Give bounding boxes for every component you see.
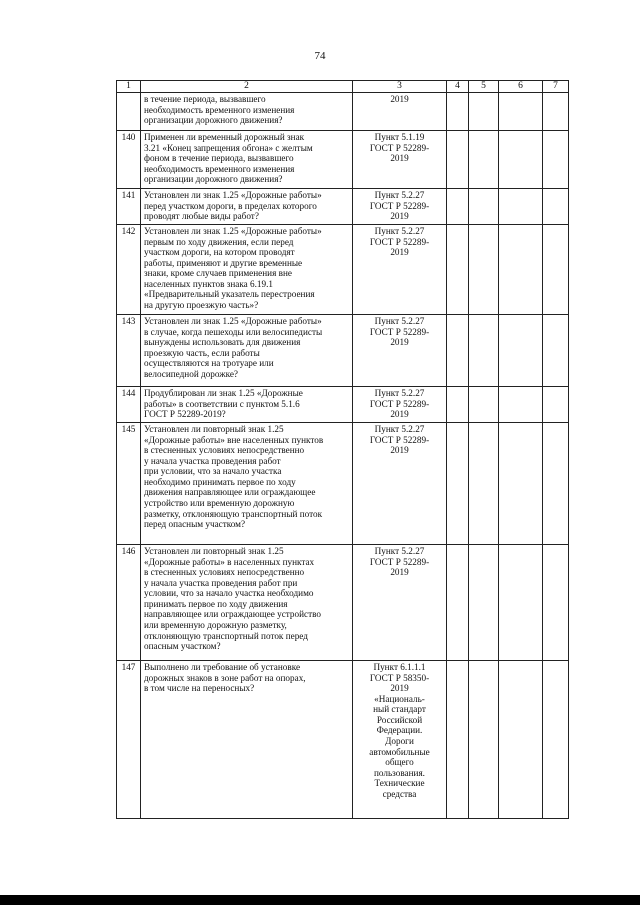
reference-cell: Пункт 5.2.27 ГОСТ Р 52289- 2019 <box>353 315 447 387</box>
empty-cell-col-6 <box>499 189 543 225</box>
row-number <box>117 93 141 131</box>
empty-cell-col-5 <box>469 661 499 819</box>
column-header: 5 <box>469 81 499 93</box>
row-number: 143 <box>117 315 141 387</box>
empty-cell-col-4 <box>447 423 469 545</box>
reference-cell: Пункт 5.2.27 ГОСТ Р 52289- 2019 <box>353 423 447 545</box>
question-cell: Применен ли временный дорожный знак 3.21 «Конец запрещения обгона» с желтым фоном в течение периода, вызвавшего необходимость временного изменения организации дорожного движения? <box>141 131 353 189</box>
row-number: 147 <box>117 661 141 819</box>
empty-cell-col-7 <box>543 545 569 661</box>
table-row <box>117 189 569 225</box>
scan-edge <box>0 895 640 905</box>
empty-cell-col-7 <box>543 315 569 387</box>
question-cell: Установлен ли знак 1.25 «Дорожные работы» в случае, когда пешеходы или велосипедисты вынуждены использовать для движения проезжую часть, если работы осуществляются на тротуаре или велосипедной дорожке? <box>141 315 353 387</box>
empty-cell-col-4 <box>447 189 469 225</box>
checklist-table <box>116 80 569 819</box>
table-row <box>117 315 569 387</box>
empty-cell-col-4 <box>447 315 469 387</box>
reference-cell: Пункт 5.2.27 ГОСТ Р 52289- 2019 <box>353 189 447 225</box>
reference-cell: Пункт 5.1.19 ГОСТ Р 52289- 2019 <box>353 131 447 189</box>
reference-cell: Пункт 5.2.27 ГОСТ Р 52289- 2019 <box>353 387 447 423</box>
column-header: 1 <box>117 81 141 93</box>
page-number: 74 <box>314 50 326 62</box>
reference-cell: 2019 <box>353 93 447 131</box>
empty-cell-col-7 <box>543 661 569 819</box>
row-number: 141 <box>117 189 141 225</box>
empty-cell-col-6 <box>499 545 543 661</box>
row-number: 146 <box>117 545 141 661</box>
empty-cell-col-7 <box>543 131 569 189</box>
question-cell: Установлен ли знак 1.25 «Дорожные работы» перед участком дороги, в пределах которого проводят любые виды работ? <box>141 189 353 225</box>
empty-cell-col-5 <box>469 93 499 131</box>
empty-cell-col-6 <box>499 315 543 387</box>
empty-cell-col-7 <box>543 93 569 131</box>
empty-cell-col-5 <box>469 131 499 189</box>
empty-cell-col-5 <box>469 189 499 225</box>
column-header: 6 <box>499 81 543 93</box>
empty-cell-col-7 <box>543 189 569 225</box>
row-number: 140 <box>117 131 141 189</box>
empty-cell-col-4 <box>447 225 469 315</box>
empty-cell-col-4 <box>447 131 469 189</box>
empty-cell-col-5 <box>469 387 499 423</box>
table-row <box>117 423 569 545</box>
reference-cell: Пункт 6.1.1.1 ГОСТ Р 58350- 2019 «Националь- ный стандарт Российской Федерации. Дороги автомобильные общего пользования. Технические средства <box>353 661 447 819</box>
empty-cell-col-6 <box>499 423 543 545</box>
question-cell: Выполнено ли требование об установке дорожных знаков в зоне работ на опорах, в том числе на переносных? <box>141 661 353 819</box>
empty-cell-col-4 <box>447 661 469 819</box>
header-row <box>117 81 569 93</box>
row-number: 142 <box>117 225 141 315</box>
empty-cell-col-6 <box>499 387 543 423</box>
column-header: 2 <box>141 81 353 93</box>
column-header: 7 <box>543 81 569 93</box>
empty-cell-col-5 <box>469 225 499 315</box>
question-cell: Продублирован ли знак 1.25 «Дорожные работы» в соответствии с пунктом 5.1.6 ГОСТ Р 52289-2019? <box>141 387 353 423</box>
empty-cell-col-4 <box>447 387 469 423</box>
row-number: 145 <box>117 423 141 545</box>
empty-cell-col-4 <box>447 545 469 661</box>
empty-cell-col-5 <box>469 545 499 661</box>
table-row <box>117 661 569 819</box>
empty-cell-col-6 <box>499 225 543 315</box>
question-cell: Установлен ли повторный знак 1.25 «Дорожные работы» в населенных пунктах в стесненных условиях непосредственно у начала участка проведения работ при условии, что за начало участка необходимо принимать первое по ходу движения направляющее или ограждающее устройство или временную дорожную разметку, отклоняющую транспортный поток перед опасным участком? <box>141 545 353 661</box>
table-row <box>117 387 569 423</box>
question-cell: в течение периода, вызвавшего необходимость временного изменения организации дорожного движения? <box>141 93 353 131</box>
empty-cell-col-6 <box>499 661 543 819</box>
empty-cell-col-7 <box>543 423 569 545</box>
reference-cell: Пункт 5.2.27 ГОСТ Р 52289- 2019 <box>353 225 447 315</box>
empty-cell-col-6 <box>499 131 543 189</box>
column-header: 4 <box>447 81 469 93</box>
empty-cell-col-4 <box>447 93 469 131</box>
table-row <box>117 225 569 315</box>
reference-cell: Пункт 5.2.27 ГОСТ Р 52289- 2019 <box>353 545 447 661</box>
empty-cell-col-7 <box>543 387 569 423</box>
column-header: 3 <box>353 81 447 93</box>
question-cell: Установлен ли знак 1.25 «Дорожные работы» первым по ходу движения, если перед участком дороги, на котором проводят работы, применяют и другие временные знаки, кроме случаев применения вне населенных пунктов знака 6.19.1 «Предварительный указатель перестроения на другую проезжую часть»? <box>141 225 353 315</box>
table-row <box>117 131 569 189</box>
empty-cell-col-6 <box>499 93 543 131</box>
empty-cell-col-5 <box>469 315 499 387</box>
empty-cell-col-7 <box>543 225 569 315</box>
table-row <box>117 545 569 661</box>
empty-cell-col-5 <box>469 423 499 545</box>
row-number: 144 <box>117 387 141 423</box>
table-row <box>117 93 569 131</box>
question-cell: Установлен ли повторный знак 1.25 «Дорожные работы» вне населенных пунктов в стесненных условиях непосредственно у начала участка проведения работ при условии, что за начало участка необходимо принимать первое по ходу движения направляющее или ограждающее устройство или временную дорожную разметку, отклоняющую транспортный поток перед опасным участком? <box>141 423 353 545</box>
